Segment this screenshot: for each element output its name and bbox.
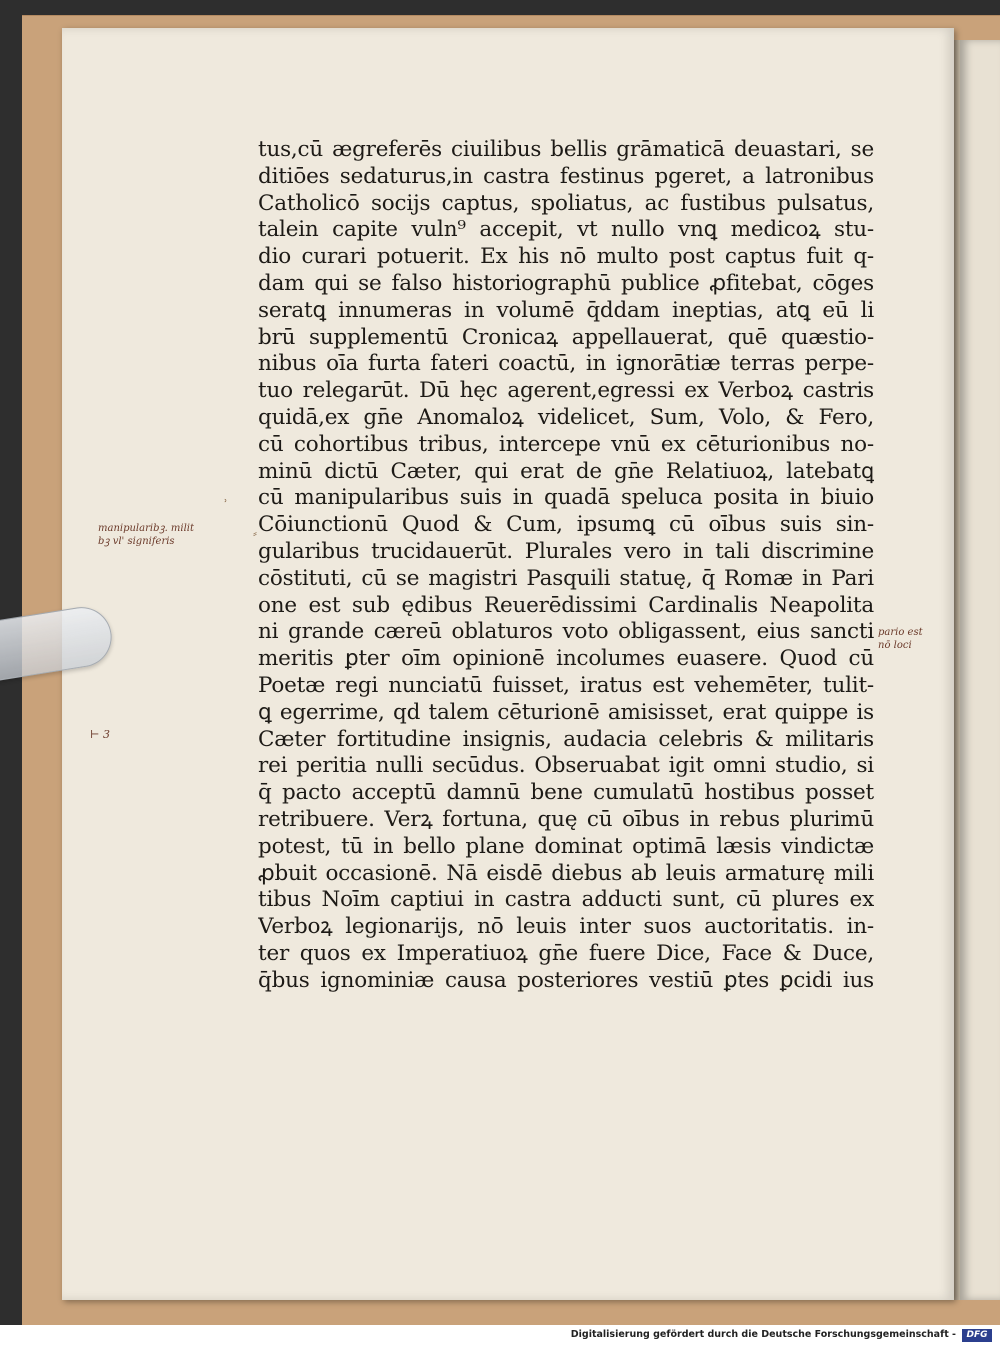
- facing-page-edge: [960, 40, 1000, 1300]
- left-annotation-line: bꝫ vl' signiferis: [98, 536, 175, 547]
- text-line: ꝗ egerrime, qd̄ talem cēturionē amisisset, erat quippe is: [258, 699, 874, 725]
- text-line: tus,cū ægreferēs ciuilibus bellis grāmaticā deuastari, se: [258, 137, 874, 162]
- text-line: cū manipularibus suis in quadā speluca posita in biuio: [258, 485, 874, 511]
- funding-credit: Digitalisierung gefördert durch die Deutsche Forschungsgemeinschaft -: [570, 1329, 956, 1340]
- text-line: gularibus trucidauerūt. Plurales vero in tali discrimine: [258, 538, 874, 564]
- text-line: quidā,ex gn̄e Anomaloꝝ videlicet, Sum, Volo, & Fero,: [258, 404, 874, 430]
- text-line: Cæter fortitudine insignis, audacia celebris & militaris: [258, 726, 874, 752]
- text-line: one est sub ędibus Reuerēdissimi Cardinalis Neapolita: [258, 592, 874, 618]
- left-margin-annotation: [98, 522, 194, 548]
- text-line: cōstituti, cū se magistri Pasquili statuę, q̄ Romæ in Pari: [258, 565, 874, 591]
- text-line: nibus oīa furta fateri coactū, in ignorātiæ terras perpe-: [258, 351, 874, 377]
- text-line: tibus Noīm captiui in castra adducti sunt, cū plures ex: [258, 887, 874, 913]
- insertion-mark-icon: ⸗: [253, 526, 257, 540]
- text-line: ni grande cæreū oblaturos voto obligassent, eius sancti: [258, 619, 874, 645]
- right-annotation-line: nō loci: [878, 640, 912, 651]
- right-margin-annotation: [878, 626, 923, 652]
- text-line: Poetæ regi nunciatū fuisset, iratus est vehemēter, tulit-: [258, 672, 874, 698]
- ink-dot-mark: ˒: [224, 494, 228, 508]
- text-line: Catholicō socijs captus, spoliatus, ac fustibus pulsatus,: [258, 190, 874, 216]
- text-line: retribuere. Verꝝ fortuna, quę cū oībus in rebus plurimū: [258, 806, 874, 832]
- text-line: cū cohortibus tribus, intercepe vnū ex cēturionibus no-: [258, 431, 874, 457]
- left-annotation-line: manipularibꝫ. milit: [98, 523, 195, 534]
- text-line: dam qui se falso historiographū publice ꝓfitebat, cōges: [258, 270, 874, 296]
- text-line: potest, tū in bello plane dominat̄ optimā læsis vindictæ: [258, 833, 874, 859]
- text-line: q̄ pacto acceptū damnū bene cumulatū hostibus posset: [258, 780, 874, 806]
- text-line: brū supplementū Cronicaꝝ appellauerat, quē quæstio-: [258, 324, 874, 350]
- text-line: q̄bus ignominiæ causa posteriores vestiū ꝑtes ꝑcidi ius: [258, 967, 874, 993]
- margin-mark: ⊢ 3: [90, 728, 110, 741]
- right-annotation-line: pario est: [878, 627, 923, 638]
- text-line: tuo relegarūt. Dū hęc agerent,egressi ex Verboꝝ castris: [258, 378, 874, 404]
- text-line: minū dictū Cæter, qui erat de gn̄e Relatiuoꝝ, latebatꝗ: [258, 458, 874, 484]
- text-line: ꝓbuit occasionē. Nā eisdē diebus ab leuis armaturę mili: [258, 860, 874, 886]
- text-line: seratꝗ innumeras in volumē q̄ddam ineptias, atꝗ eū li: [258, 297, 874, 323]
- dfg-logo-icon: DFG: [962, 1329, 992, 1342]
- text-line: rei peritia nulli secūdus. Obseruabat igit̄ omni studio, si: [258, 753, 874, 779]
- footer-bar: [0, 1325, 1000, 1347]
- text-line: Verboꝝ legionarijs, nō leuis inter suos auctoritatis. in-: [258, 914, 874, 940]
- text-line: ter quos ex Imperatiuoꝝ gn̄e fuere Dice, Face & Duce,: [258, 940, 874, 966]
- text-line: talein capite vuln⁹ accepit, vt nullo vnꝗ medicoꝝ stu-: [258, 217, 874, 243]
- text-line: dio curari potuerit. Ex his nō multo post captus fuit q-: [258, 244, 874, 270]
- printed-text-block: [258, 137, 874, 995]
- text-line: Cōiunctionū Quod & Cum, ipsumꝗ cū oībus suis sin-: [258, 512, 874, 538]
- text-line: ditiōes sedaturus,in castra festinus pgeret, a latronibus: [258, 163, 874, 189]
- text-line: meritis ꝑter oīm opinionē incolumes euasere. Quod cū: [258, 646, 874, 672]
